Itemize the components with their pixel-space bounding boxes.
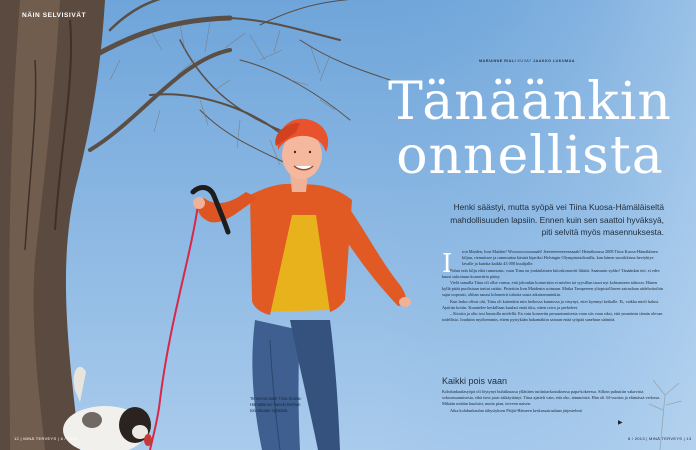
continue-arrow-icon: ▶ [618,420,623,426]
folio-left: 12 | MINÄ TERVEYS | 6 / 2013 [14,436,78,441]
body-paragraph: Kohdunkaulasyöpä oli löytynyt huhtikuussa yllättäen rutiinitarkastuksessa papa-kokeessa. Silloin puhuttiin vakavista sokoonsaamisesta, eikä tieto jaari säikäyttänyt. Tiina ajatteli vain, että oho, tämmöistä. Hän oli 34-vuotias ja elämässä vedossa. Mikään mitään kuuluisi, mutta pian, terveen naisen. [442,389,661,407]
lead-paragraph: Henki säästyi, mutta syöpä vei Tiina Kuosa-Hämäläiseltä mahdollisuuden lapsiin. Ennen kuin sen saattoi hyväksyä, piti selvitä myös masennuksesta. [450,202,664,237]
photo-label: KUVAT [517,59,532,63]
photographer-name: JAAKKO LUKUMAA [533,59,575,63]
photo-caption: Terveenä taas! Tiina Kuosa-Hämäläinen haneki Berban toivottuaan nykäistä. [250,396,302,413]
body-text [442,249,664,323]
body-paragraph: Kun lasku olivat ohi, Tiina oli kuitenkin niin heikossa kunnossa ja väsynyt, ettei kyennyt keikalle. Ei, vaikka mieli halusi. Ajattiin kotiin. Kuuntelee keskillaan kuulasi enää itku, sitten raivo ja perkeleet. [442,298,660,310]
author-name: MARIANNE RIALI [479,59,517,63]
folio-right: 6 / 2013 | MINÄ TERVEYS | 13 [628,436,692,441]
body-paragraph: Vielä samalla Tiina oli ollut varma, että johonkin konserttiin ei mielen tai syysillan tauot nyt kolmanteen tahtoon. Hänen kyllä pitää puolistaan tarttui rattiin. Pistettiin Iron Maidenin soimaan. Matka Tampereen yliopistolliseen sairaalaan sädehoitoihin sujui nopeasti, olihan sanasi kilometrit tuhotta uusia aikaisemminkin. [442,280,663,298]
body-paragraph: ron Maiden, Iron Maiden! Woooooooooaaaah! Jeeeeeeeeeeeeeaaaah! Heinäkuussa 2008 Tiina Kuosa-Hämäläinen kiljuu, riemuitsee ja rummuttaa käsinä kipeiksi Helsingin Olympiastadionilla, kun hänen suosikkinsa heviyhtye lavalle ja kuinka kaikki 43 000 kuulijalle. [462,249,658,267]
body-text-2 [442,389,664,414]
body-paragraph: Puhui eräs kilju eikä rummutus, vaan Tiina on jonkinlainen kiitoskonsertti lähtöä. Saamarin sydän! Tänäänkin teit, ei edes kuusi uskottuun konserttiin pääsy. [442,267,660,279]
body-paragraph: Aika kohdunkaulan tähystyksen Päijät-Hämeen keskussairaalaan järjestelmä [450,407,582,413]
body-paragraph: – Kiroiin ja olin tosi huonolla mielellä. En vain konsertin peruuntumisesta vaan siis vaan siksi, että ymmärsin tämän olevan todellista. Joudutin myöhemmin, ettem pystykään hakamäkiin sairaan enää syöpää saneluun sääntöä. [442,311,663,323]
subheading: Kaikki pois vaan [442,376,508,386]
article-title [380,72,680,186]
drop-cap: I [442,249,453,279]
title-line-1: Tänäänkin [388,72,672,132]
credits [479,59,575,63]
title-line-2: onnellista [396,126,664,186]
section-label: NÄIN SELVISIVÄT [22,12,87,19]
